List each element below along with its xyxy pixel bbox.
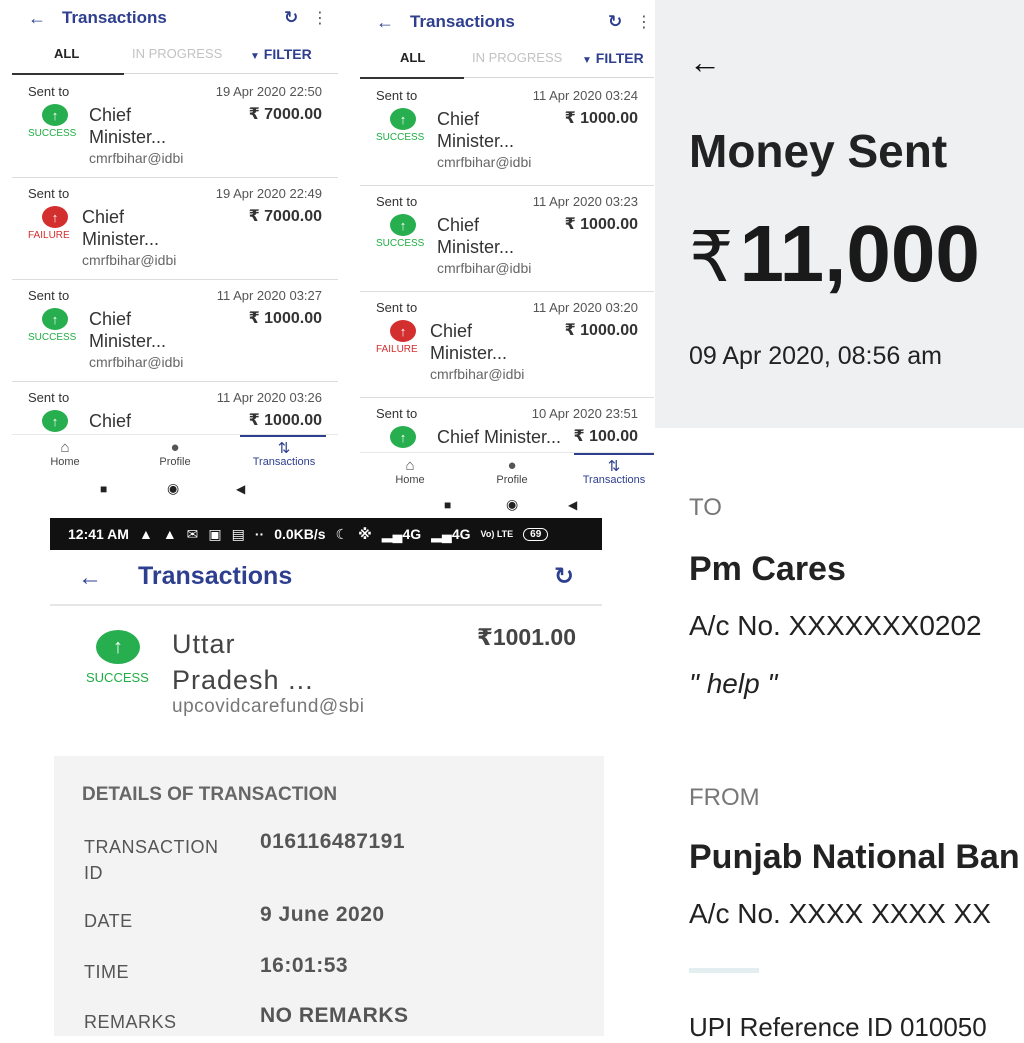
success-arrow-icon: ↑ [96,630,140,664]
nav-home-label: Home [395,474,425,486]
status-badge: SUCCESS [28,332,77,343]
payee-name [437,214,514,258]
failure-arrow-icon: ↑ [42,206,68,228]
circle-icon[interactable]: ◉ [167,480,180,496]
transaction-amount: ₹ 1000.00 [248,310,322,327]
detail-key: REMARKS [84,1012,177,1032]
sender-bank-name: Punjab National Ban [689,838,1020,876]
payee-name [437,426,561,448]
bottom-nav-indicator [574,453,654,455]
home-icon: ⌂ [60,439,70,456]
transaction-amount: ₹ 1000.00 [564,216,638,233]
payee-name [82,206,159,250]
payee-name-line2: Minister... [430,343,508,363]
filter-label: FILTER [595,50,644,66]
circle-icon[interactable]: ◉ [506,496,519,512]
payee-name-line1: Chief [82,207,125,227]
payee-upi: cmrfbihar@idbi [437,154,532,170]
payee-upi: upcovidcarefund@sbi [172,696,365,717]
payee-name-line2: Minister... [89,127,167,147]
moon-icon: ☾ [335,525,349,542]
from-label: FROM [689,784,760,811]
sender-account: A/c No. XXXX XXXX XX [689,898,991,929]
divider [689,968,759,973]
payee-name-line2: Minister... [437,131,515,151]
transaction-row[interactable] [360,80,654,186]
details-title: DETAILS OF TRANSACTION [82,784,338,805]
payee-name-line2: Minister... [89,331,167,351]
tab-in-progress[interactable]: IN PROGRESS [472,50,563,65]
volte-label: Vo) LTE [480,529,514,539]
money-sent-screen [655,0,1024,1042]
detail-value: 16:01:53 [260,954,349,977]
page-title: Transactions [138,562,293,590]
triangle-back-icon[interactable]: ◀ [236,482,246,496]
payee-name-line1: Chief Minister... [437,427,562,447]
status-badge: FAILURE [28,230,70,241]
gallery-icon: ▣ [208,525,222,542]
payee-name-line1: Chief [89,411,132,431]
refresh-icon[interactable]: ↻ [553,563,574,590]
transaction-date: 19 Apr 2020 22:49 [215,186,322,201]
system-nav-bar [12,476,338,506]
nav-profile[interactable] [130,439,220,468]
payee-name [89,104,166,148]
transactions-list-screen-left [12,0,338,500]
bottom-nav [360,452,654,494]
payee-name [89,410,131,432]
status-badge: SUCCESS [376,238,425,249]
page-title: Money Sent [689,125,948,177]
failure-arrow-icon: ↑ [390,320,416,342]
payee-name [172,626,314,698]
payee-name-line2: Minister... [82,229,160,249]
signal-icon: ▂▄ [431,525,452,542]
bell-icon: ▲ [162,526,177,542]
filter-button[interactable] [250,46,312,62]
payment-note: " help " [689,668,778,699]
app-header [360,4,654,40]
status-badge: SUCCESS [28,128,77,139]
to-label: TO [689,494,722,521]
success-arrow-icon: ↑ [42,308,68,330]
mail-icon: ✉ [186,525,199,542]
payee-upi: cmrfbihar@idbi [82,252,177,268]
swap-arrows-icon: ⇅ [607,458,621,475]
nav-profile-label: Profile [496,474,528,486]
filter-icon: ▼ [250,51,260,62]
detail-value: 9 June 2020 [260,903,385,926]
nav-home-label: Home [50,456,80,468]
transaction-amount: ₹ 1000.00 [248,412,322,429]
refresh-icon[interactable]: ↻ [608,12,623,31]
transaction-amount: ₹ 1000.00 [564,110,638,127]
battery-icon: 69 [523,528,548,541]
transaction-date: 19 Apr 2020 22:50 [215,84,322,99]
upi-reference: UPI Reference ID 010050 [689,1012,987,1042]
payee-name-line1: Chief [89,309,132,329]
sent-to-label: Sent to [28,84,70,99]
signal-icon: ▂▄ [381,525,403,542]
transaction-amount: ₹1001.00 [476,624,576,650]
payee-name-line1: Chief [437,109,480,129]
currency-symbol: ₹ [689,218,734,296]
bell-icon: ▲ [138,526,153,542]
detail-key-line: ID [84,863,103,883]
detail-value: 016116487191 [260,830,405,853]
transaction-date: 10 Apr 2020 23:51 [531,406,638,421]
payee-name-line1: Chief [437,215,480,235]
detail-value: NO REMARKS [260,1004,409,1027]
transaction-row[interactable] [12,280,338,382]
bottom-nav [12,434,338,476]
nav-home[interactable] [365,457,455,486]
tab-all[interactable]: ALL [400,50,426,65]
transaction-detail-screen [50,518,602,1032]
transaction-row[interactable] [12,76,338,178]
transaction-date: 11 Apr 2020 03:27 [216,288,322,303]
transaction-date: 11 Apr 2020 03:26 [216,390,322,405]
payee-name [89,308,166,352]
success-arrow-icon: ↑ [42,104,68,126]
amount-value: 11,000 [739,209,980,298]
arrow-left-icon[interactable]: ← [28,7,46,28]
system-nav-bar [360,494,654,516]
filter-icon: ▼ [582,55,592,66]
transaction-date: 11 Apr 2020 03:23 [532,194,638,209]
sent-to-label: Sent to [376,300,418,315]
person-icon: ● [170,439,180,456]
swap-arrows-icon: ⇅ [277,440,291,457]
transaction-amount: ₹ 100.00 [573,428,638,445]
network-speed: 0.0KB/s [274,526,326,542]
arrow-left-icon[interactable]: ← [689,44,721,80]
transaction-amount: ₹ 7000.00 [248,208,322,225]
status-badge: SUCCESS [376,132,425,143]
nav-transactions-label: Transactions [582,474,646,486]
arrow-left-icon[interactable]: ← [78,564,102,591]
success-arrow-icon: ↑ [390,426,416,448]
detail-key: DATE [84,911,133,931]
bluetooth-icon: ※ [358,525,372,542]
sent-to-label: Sent to [376,194,418,209]
transaction-datetime: 09 Apr 2020, 08:56 am [689,342,942,370]
card-icon: ▤ [231,525,245,542]
payee-name-line1: Uttar [172,629,236,659]
home-icon: ⌂ [405,457,415,474]
square-icon[interactable]: ■ [100,482,108,496]
success-arrow-icon: ↑ [390,214,416,236]
filter-label: FILTER [263,46,312,62]
tab-underline [360,77,464,79]
nav-profile[interactable] [467,457,557,486]
app-header [12,0,338,36]
payee-name [437,108,514,152]
more-vert-icon[interactable]: ⋮ [636,14,652,31]
tab-underline [12,73,124,75]
tab-bar [360,42,654,78]
person-icon: ● [507,457,517,474]
page-title: Transactions [410,12,515,31]
status-badge: SUCCESS [86,670,149,685]
payee-name-line2: Pradesh ... [172,665,314,695]
network-type-2: 4G [451,526,471,542]
details-card [54,756,604,1036]
square-icon[interactable]: ■ [444,498,452,512]
nav-profile-label: Profile [159,456,191,468]
sent-to-label: Sent to [28,390,70,405]
tab-all[interactable]: ALL [54,46,80,61]
detail-key-line: TRANSACTION [84,837,219,857]
filter-button[interactable] [582,50,644,66]
success-arrow-icon: ↑ [390,108,416,130]
payee-upi: cmrfbihar@idbi [430,366,525,382]
bottom-nav-indicator [240,435,326,437]
sent-to-label: Sent to [28,288,70,303]
detail-key: TIME [84,962,129,982]
status-badge: FAILURE [376,344,418,355]
payee-name-line2: Minister... [437,237,515,257]
transaction-date: 11 Apr 2020 03:24 [532,88,638,103]
detail-key [84,834,219,886]
amount-display [689,208,980,300]
transaction-amount: ₹ 7000.00 [248,106,322,123]
status-bar [50,518,602,550]
payee-name [430,320,507,364]
nav-transactions[interactable] [239,439,329,468]
payee-name-line1: Chief [89,105,132,125]
refresh-icon[interactable]: ↻ [284,8,299,27]
nav-transactions[interactable] [569,457,659,486]
payee-upi: cmrfbihar@idbi [89,354,184,370]
nav-transactions-label: Transactions [252,456,316,468]
transaction-row[interactable] [360,186,654,292]
nav-home[interactable] [20,439,110,468]
recipient-account: A/c No. XXXXXXX0202 [689,610,982,641]
transaction-amount: ₹ 1000.00 [564,322,638,339]
dots-icon: ·· [254,526,265,542]
transaction-row[interactable] [12,178,338,280]
network-type-1: 4G [402,526,422,542]
app-header [50,550,602,606]
payee-upi: cmrfbihar@idbi [89,150,184,166]
tab-in-progress[interactable]: IN PROGRESS [132,46,223,61]
page-title: Transactions [62,8,167,27]
sent-to-label: Sent to [376,88,418,103]
recipient-name: Pm Cares [689,550,846,588]
arrow-left-icon[interactable]: ← [376,11,394,32]
payee-upi: cmrfbihar@idbi [437,260,532,276]
triangle-back-icon[interactable]: ◀ [568,498,578,512]
transaction-date: 11 Apr 2020 03:20 [532,300,638,315]
payee-name-line1: Chief [430,321,473,341]
more-vert-icon[interactable]: ⋮ [312,10,328,27]
transaction-row[interactable] [360,292,654,398]
success-arrow-icon: ↑ [42,410,68,432]
status-time: 12:41 AM [68,526,129,542]
money-sent-header [655,0,1024,428]
tab-bar [12,38,338,74]
sent-to-label: Sent to [28,186,70,201]
transactions-list-screen-right [360,4,654,516]
sent-to-label: Sent to [376,406,418,421]
